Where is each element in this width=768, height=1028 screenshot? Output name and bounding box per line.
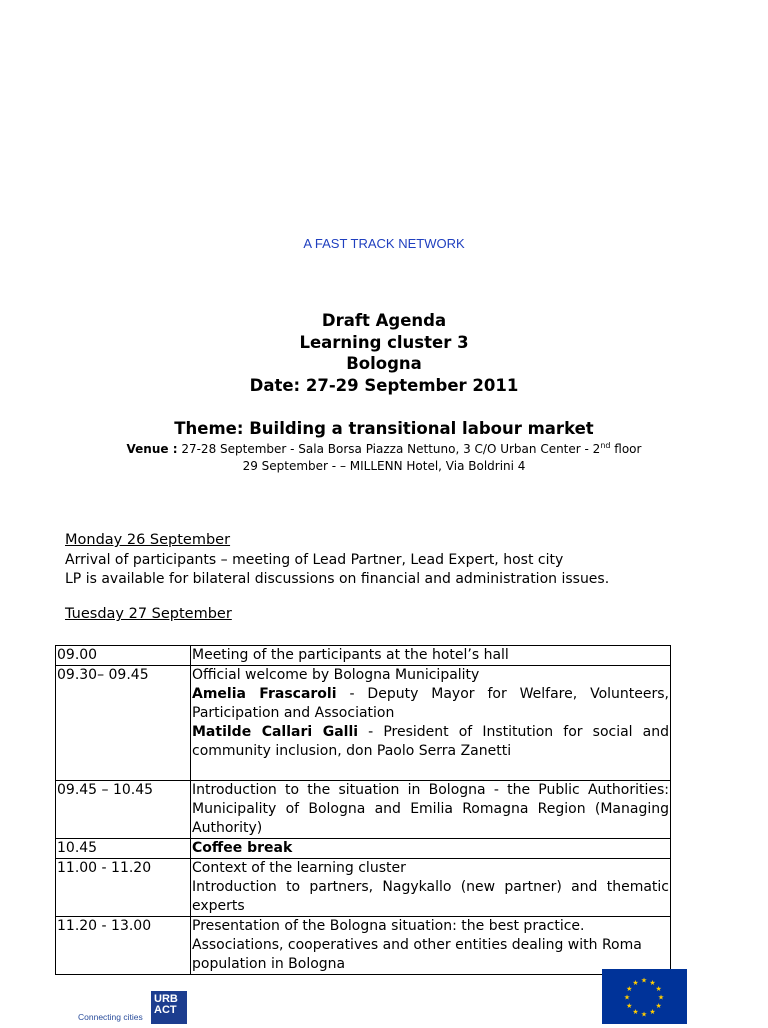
eu-star-icon: ★ bbox=[640, 976, 648, 985]
activity-cell bbox=[191, 859, 671, 917]
speaker-1 bbox=[192, 685, 669, 723]
tuesday-heading: Tuesday 27 September bbox=[65, 606, 232, 622]
activity-cell: Introduction to the situation in Bologna - the Public Authorities: Municipality of Bologna and Emilia Romagna Region (Managing Authority) bbox=[191, 781, 671, 839]
monday-heading: Monday 26 September bbox=[65, 532, 231, 548]
eu-star-icon: ★ bbox=[655, 1002, 662, 1010]
eu-star-icon: ★ bbox=[649, 978, 656, 987]
venue-line-1-floor: floor bbox=[610, 442, 642, 456]
venue-floor-suffix: nd bbox=[600, 441, 611, 450]
eu-star-icon: ★ bbox=[623, 993, 631, 1002]
activity-line: Introduction to partners, Nagykallo (new partner) and thematic experts bbox=[192, 879, 669, 914]
activity-cell bbox=[191, 666, 671, 781]
monday-note-2: LP is available for bilateral discussions on financial and administration issues. bbox=[65, 571, 610, 587]
venue-block bbox=[0, 441, 768, 475]
theme-title: Theme: Building a transitional labour market bbox=[174, 419, 594, 438]
activity-line: Associations, cooperatives and other entities dealing with Roma population in Bologna bbox=[192, 937, 642, 972]
venue-label: Venue : bbox=[126, 442, 178, 456]
activity-line: Context of the learning cluster bbox=[192, 860, 406, 876]
cluster-title: Learning cluster 3 bbox=[299, 332, 469, 352]
agenda-title: Draft Agenda bbox=[321, 311, 447, 330]
eu-flag-icon bbox=[602, 969, 687, 1024]
speaker-2 bbox=[192, 723, 669, 761]
welcome-line: Official welcome by Bologna Municipality bbox=[192, 667, 480, 683]
eu-star-icon: ★ bbox=[655, 985, 662, 993]
activity-cell: Meeting of the participants at the hotel’s hall bbox=[191, 646, 671, 666]
monday-notes bbox=[65, 551, 609, 589]
eu-star-icon: ★ bbox=[626, 985, 633, 993]
eu-star-icon: ★ bbox=[632, 1008, 639, 1017]
agenda-title-block bbox=[0, 310, 768, 396]
table-row bbox=[56, 859, 671, 917]
time-cell: 09.30– 09.45 bbox=[56, 666, 191, 781]
table-row bbox=[56, 839, 671, 859]
venue-line-1-text: 27-28 September - Sala Borsa Piazza Nettuno, 3 C/O Urban Center - 2 bbox=[177, 442, 601, 456]
speaker-1-name: Amelia Frascaroli bbox=[192, 686, 337, 702]
venue-line-2: 29 September - – MILLENN Hotel, Via Boldrini 4 bbox=[242, 459, 526, 473]
city-title: Bologna bbox=[346, 354, 422, 373]
venue-line-1 bbox=[0, 441, 768, 458]
tuesday-agenda-table bbox=[55, 645, 671, 975]
table-row bbox=[56, 917, 671, 975]
table-row bbox=[56, 781, 671, 839]
table-row bbox=[56, 666, 671, 781]
eu-star-icon: ★ bbox=[640, 1010, 648, 1019]
eu-star-icon: ★ bbox=[632, 978, 639, 987]
urbact-logo-mark: URB ACT bbox=[151, 991, 187, 1024]
time-cell: 11.00 - 11.20 bbox=[56, 859, 191, 917]
eu-star-icon: ★ bbox=[649, 1008, 656, 1017]
time-cell: 10.45 bbox=[56, 839, 191, 859]
time-cell: 09.45 – 10.45 bbox=[56, 781, 191, 839]
activity-cell bbox=[191, 917, 671, 975]
activity-line: Presentation of the Bologna situation: the best practice. bbox=[192, 918, 585, 934]
activity-cell: Coffee break bbox=[191, 839, 671, 859]
date-title: Date: 27-29 September 2011 bbox=[249, 375, 519, 395]
time-cell: 09.00 bbox=[56, 646, 191, 666]
eu-star-icon: ★ bbox=[626, 1002, 633, 1010]
table-row bbox=[56, 646, 671, 666]
speaker-2-name: Matilde Callari Galli bbox=[192, 724, 359, 740]
urbact-tagline: Connecting cities bbox=[78, 1012, 143, 1022]
speaker-1-role: - Deputy Mayor for Welfare, Volunteers, Participation and Association bbox=[192, 686, 669, 721]
time-cell: 11.20 - 13.00 bbox=[56, 917, 191, 975]
speaker-2-role: - President of Institution for social and community inclusion, don Paolo Serra Zanetti bbox=[192, 724, 670, 759]
network-label: A FAST TRACK NETWORK bbox=[303, 236, 465, 251]
eu-stars-icon bbox=[602, 969, 687, 1024]
urbact-logo-icon bbox=[78, 991, 190, 1024]
monday-note-1: Arrival of participants – meeting of Lead Partner, Lead Expert, host city bbox=[65, 552, 564, 568]
blank-line bbox=[192, 761, 669, 780]
eu-star-icon: ★ bbox=[657, 993, 665, 1002]
